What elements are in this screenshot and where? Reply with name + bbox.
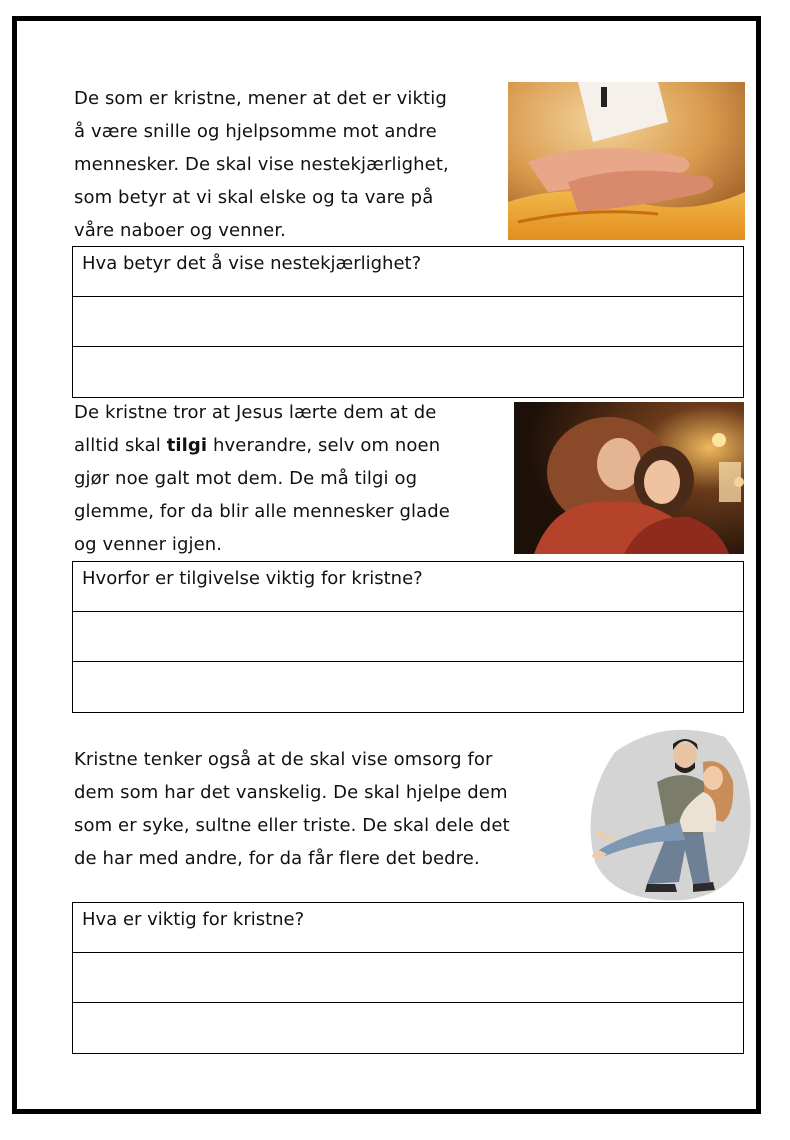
paragraph-care [74, 743, 584, 875]
holding-hands-photo [508, 82, 745, 240]
answer-line[interactable] [73, 953, 743, 1003]
text-line: mennesker. De skal vise nestekjærlighet, [74, 154, 449, 175]
text-line: glemme, for da blir alle mennesker glade [74, 501, 450, 522]
text-fragment: alltid skal [74, 435, 167, 456]
answer-box-3 [72, 902, 744, 1054]
text-line: de har med andre, for da får flere det bedre. [74, 848, 480, 869]
text-line: dem som har det vanskelig. De skal hjelpe dem [74, 782, 508, 803]
text-line: som betyr at vi skal elske og ta vare på [74, 187, 434, 208]
answer-line[interactable] [73, 297, 743, 347]
text-line: Kristne tenker også at de skal vise omsorg for [74, 749, 493, 770]
answer-box-2 [72, 561, 744, 713]
keyword-forgive: tilgi [166, 435, 208, 456]
text-line: og venner igjen. [74, 534, 223, 555]
hugging-mother-daughter-photo [514, 402, 744, 554]
man-carrying-woman-illustration [585, 722, 753, 902]
answer-line[interactable] [73, 347, 743, 397]
text-line: våre naboer og venner. [74, 220, 287, 241]
question-2: Hvorfor er tilgivelse viktig for kristne? [73, 562, 743, 612]
text-line: De kristne tror at Jesus lærte dem at de [74, 402, 437, 423]
question-3: Hva er viktig for kristne? [73, 903, 743, 953]
text-line: De som er kristne, mener at det er viktig [74, 88, 447, 109]
answer-line[interactable] [73, 662, 743, 712]
answer-line[interactable] [73, 612, 743, 662]
text-line [74, 429, 509, 462]
text-line: gjør noe galt mot dem. De må tilgi og [74, 468, 418, 489]
text-line: som er syke, sultne eller triste. De skal dele det [74, 815, 510, 836]
paragraph-forgiveness [74, 396, 509, 561]
text-line: å være snille og hjelpsomme mot andre [74, 121, 437, 142]
question-1: Hva betyr det å vise nestekjærlighet? [73, 247, 743, 297]
text-fragment: hverandre, selv om noen [207, 435, 441, 456]
answer-box-1 [72, 246, 744, 398]
paragraph-neighbor-love [74, 82, 504, 247]
answer-line[interactable] [73, 1003, 743, 1053]
